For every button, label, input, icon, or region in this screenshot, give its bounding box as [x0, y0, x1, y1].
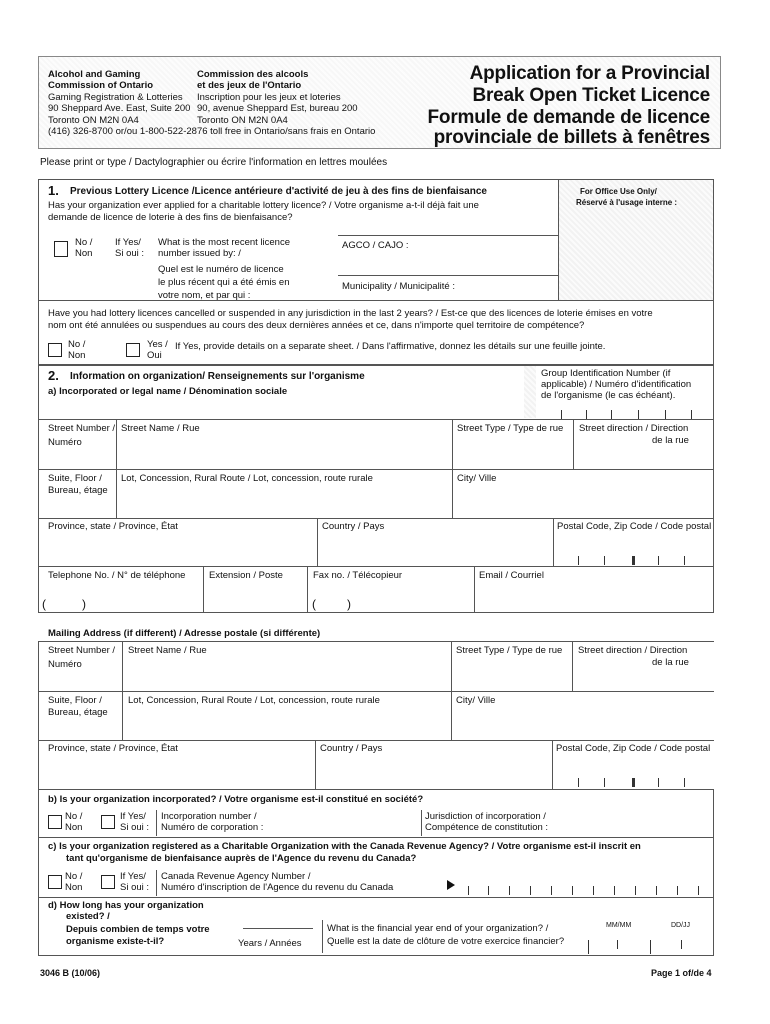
section1-number: 1. [48, 183, 59, 198]
agency-en-line5: Toronto ON M2N 0A4 [48, 115, 139, 126]
fiscal-year-q1: What is the financial year end of your organization? / [327, 923, 549, 934]
agco-label: AGCO / CAJO : [342, 240, 409, 251]
group-id-2: applicable) / Numéro d'identification [541, 379, 692, 390]
phone-paren-close: ) [82, 597, 86, 611]
sec2-v3 [573, 419, 574, 469]
email-label: Email / Courriel [479, 570, 544, 581]
mail-street-type: Street Type / Type de rue [456, 645, 563, 656]
charity-ifyes-1: If Yes/ [120, 871, 146, 882]
agency-fr-line5: Toronto ON M2N 0A4 [197, 115, 288, 126]
sec2-v5 [317, 518, 318, 566]
sec1-divider [38, 300, 714, 301]
mailing-box [38, 641, 714, 790]
agency-en-line4: 90 Sheppard Ave. East, Suite 200 [48, 103, 191, 114]
fax-paren-open: ( [312, 597, 316, 611]
form-title-fr-2: provinciale de billets à fenêtres [433, 127, 710, 148]
mail-v5 [315, 740, 316, 790]
mail-row3-top [38, 740, 714, 741]
prev-ifyes-1: If Yes/ [115, 237, 141, 248]
section1-question-2: demande de licence de loterie à des fins de bienfaisance? [48, 212, 293, 223]
charity-no-2: Non [65, 882, 83, 893]
agency-en-line1: Alcohol and Gaming [48, 69, 141, 80]
agency-fr-line4: 90, avenue Sheppard Est, bureau 200 [197, 103, 358, 114]
mail-street-name: Street Name / Rue [128, 645, 207, 656]
suite-label-2: Bureau, étage [48, 485, 108, 496]
form-number: 3046 B (10/06) [40, 968, 101, 978]
sec2-v6 [553, 518, 554, 566]
country-label: Country / Pays [322, 521, 385, 532]
sec2-v1 [116, 419, 117, 469]
instructions: Please print or type / Dactylographier ou écrire l'information en lettres moulées [40, 157, 388, 168]
incorporated-no-1: No / [65, 811, 83, 822]
street-dir-label-1: Street direction / Direction [579, 423, 689, 434]
municipality-licence-input[interactable] [464, 279, 556, 293]
agency-fr-line3: Inscription pour les jeux et loteries [197, 92, 341, 103]
extension-label: Extension / Poste [209, 570, 283, 581]
street-type-label: Street Type / Type de rue [457, 423, 564, 434]
mail-street-dir-2: de la rue [652, 657, 689, 668]
mail-lot: Lot, Concession, Rural Route / Lot, concession, route rurale [128, 695, 380, 706]
agency-fr-line1: Commission des alcools [197, 69, 309, 80]
charity-no-checkbox[interactable] [48, 875, 62, 889]
cancelled-no-checkbox[interactable] [48, 343, 62, 357]
prev-ifyes-2: Si oui : [115, 248, 145, 259]
suite-label-1: Suite, Floor / [48, 473, 102, 484]
municipality-line [338, 275, 558, 276]
agency-fr-line2: et des jeux de l'Ontario [197, 80, 302, 91]
recent-4: le plus récent qui a été émis en [158, 277, 290, 288]
mail-v4 [122, 691, 123, 740]
cancelled-yes-2: Oui [147, 350, 162, 361]
incorporated-ifyes-1: If Yes/ [120, 811, 146, 822]
phone-paren-open: ( [42, 597, 46, 611]
mail-country: Country / Pays [320, 743, 383, 754]
jurisdiction-1: Jurisdiction of incorporation / [425, 811, 546, 822]
details-note: If Yes, provide details on a separate sheet. / Dans l'affirmative, donnez les détails sur une feuille jointe. [175, 341, 606, 352]
mail-v3 [572, 641, 573, 691]
form-title-fr-1: Formule de demande de licence [427, 107, 710, 128]
sec2-v7 [203, 566, 204, 613]
mail-postal-ticks[interactable] [570, 778, 710, 787]
corp-number-1: Incorporation number / [161, 811, 257, 822]
group-id-ticks[interactable] [541, 410, 711, 419]
cancelled-yes-1: Yes / [147, 339, 168, 350]
fiscal-year-ticks[interactable] [586, 940, 706, 954]
cra-sep [156, 870, 157, 896]
cra-number-1: Canada Revenue Agency Number / [161, 871, 311, 882]
postal-label: Postal Code, Zip Code / Code postal [557, 521, 712, 532]
charity-question-1: c) Is your organization registered as a Charitable Organization with the Canada Revenue Agency? / Votre organisme est-il inscrit en [48, 841, 641, 852]
mail-suite-1: Suite, Floor / [48, 695, 102, 706]
province-label: Province, state / Province, État [48, 521, 178, 532]
existed-q4: organisme existe-t-il? [66, 936, 165, 947]
sec2-v4 [116, 469, 117, 518]
mail-row2-top [38, 691, 714, 692]
agco-licence-input[interactable] [416, 238, 556, 252]
existed-q1: d) How long has your organization [48, 900, 204, 911]
cancelled-no-1: No / [68, 339, 86, 350]
years-label: Years / Années [238, 938, 302, 949]
cancelled-question-2: nom ont été annulées ou suspendues au cours des deux dernières années et ce, dans n'importe quel territoire de compétence? [48, 320, 585, 331]
mail-street-dir-1: Street direction / Direction [578, 645, 688, 656]
sec2-row2-top [38, 469, 714, 470]
incorporated-question: b) Is your organization incorporated? / Votre organisme est-il constitué en société? [48, 794, 424, 805]
fax-label: Fax no. / Télécopieur [313, 570, 403, 581]
mail-postal: Postal Code, Zip Code / Code postal [556, 743, 711, 754]
years-line [243, 928, 313, 929]
incorporated-no-checkbox[interactable] [48, 815, 62, 829]
agco-line [338, 235, 558, 236]
office-divider [558, 180, 559, 300]
cra-arrow-icon [447, 880, 455, 890]
prev-licence-no-checkbox[interactable] [54, 241, 68, 257]
page-number: Page 1 of/de 4 [651, 968, 712, 978]
street-number-label-1: Street Number / [48, 423, 116, 434]
mail-suite-2: Bureau, étage [48, 707, 108, 718]
sec2-v8 [307, 566, 308, 613]
mail-city: City/ Ville [456, 695, 496, 706]
agency-en-line2: Commission of Ontario [48, 80, 154, 91]
legal-name-label: a) Incorporated or legal name / Dénomination sociale [48, 386, 288, 397]
mail-province: Province, state / Province, État [48, 743, 178, 754]
juris-sep [421, 810, 422, 836]
group-id-stipple [524, 366, 536, 418]
prev-no-label-1: No / [75, 237, 93, 248]
fax-paren-close: ) [347, 597, 351, 611]
sec2-row4-top [38, 566, 714, 567]
charity-question-2: tant qu'organisme de bienfaisance auprès de l'Agence du revenu du Canada? [66, 853, 417, 864]
mail-v1 [122, 641, 123, 691]
incorporated-ifyes-2: Si oui : [120, 822, 150, 833]
corp-number-2: Numéro de corporation : [161, 822, 264, 833]
existed-q2: existed? / [66, 911, 110, 922]
lot-label: Lot, Concession, Rural Route / Lot, concession, route rurale [121, 473, 373, 484]
postal-code-ticks[interactable] [570, 556, 710, 565]
recent-2: number issued by: / [158, 248, 241, 259]
municipality-label: Municipality / Municipalité : [342, 281, 455, 292]
group-id-3: de l'organisme (le cas échéant). [541, 390, 676, 401]
incorporated-no-2: Non [65, 822, 83, 833]
charity-ifyes-2: Si oui : [120, 882, 150, 893]
incorporated-yes-checkbox[interactable] [101, 815, 115, 829]
legal-name-input[interactable] [48, 400, 518, 416]
telephone-label: Telephone No. / N° de téléphone [48, 570, 186, 581]
office-use-2: Réservé à l'usage interne : [576, 198, 678, 207]
group-id-1: Group Identification Number (if [541, 368, 671, 379]
mail-street-number-1: Street Number / [48, 645, 116, 656]
sec2-v9 [474, 566, 475, 613]
form-title-en-1: Application for a Provincial [469, 63, 710, 84]
section2-heading: Information on organization/ Renseignements sur l'organisme [70, 371, 365, 382]
recent-5: votre nom, et par qui : [158, 290, 251, 301]
sec2-row3-top [38, 518, 714, 519]
years-input[interactable] [243, 914, 313, 928]
recent-3: Quel est le numéro de licence [158, 264, 284, 275]
section1-heading: Previous Lottery Licence /Licence antérieure d'activité de jeu à des fins de bienfaisance [70, 186, 487, 197]
cancelled-yes-checkbox[interactable] [126, 343, 140, 357]
existed-q3: Depuis combien de temps votre [66, 924, 210, 935]
corp-sep [156, 810, 157, 836]
mail-street-number-2: Numéro [48, 659, 82, 670]
section1-question: Has your organization ever applied for a charitable lottery licence? / Votre organisme a-t-il déjà fait une [48, 200, 479, 211]
phone-line: (416) 326-8700 or/ou 1-800-522-2876 toll free in Ontario/sans frais en Ontario [48, 126, 376, 137]
month-label: MM/MM [606, 922, 632, 929]
charity-no-1: No / [65, 871, 83, 882]
day-label: DD/JJ [671, 922, 691, 929]
office-use-1: For Office Use Only/ [580, 187, 657, 196]
mailing-heading: Mailing Address (if different) / Adresse postale (si différente) [48, 628, 321, 639]
street-dir-label-2: de la rue [652, 435, 689, 446]
mail-v6 [552, 740, 553, 790]
agency-en-line3: Gaming Registration & Lotteries [48, 92, 183, 103]
cra-number-2: Numéro d'inscription de l'Agence du revenu du Canada [161, 882, 394, 893]
fiscal-year-q2: Quelle est la date de clôture de votre exercice financier? [327, 936, 565, 947]
street-number-label-2: Numéro [48, 437, 82, 448]
sec-d-top [38, 897, 714, 898]
sec2-row1-top [38, 419, 714, 420]
prev-no-label-2: Non [75, 248, 93, 259]
sec-c-top [38, 837, 714, 838]
charity-yes-checkbox[interactable] [101, 875, 115, 889]
recent-1: What is the most recent licence [158, 237, 290, 248]
form-title-en-2: Break Open Ticket Licence [472, 85, 710, 106]
cra-number-ticks[interactable] [462, 886, 712, 895]
cancelled-question-1: Have you had lottery licences cancelled or suspended in any jurisdiction in the last 2 years? / Est-ce que des licences de loterie émises en votre [48, 308, 653, 319]
section2-number: 2. [48, 368, 59, 383]
street-name-label: Street Name / Rue [121, 423, 200, 434]
jurisdiction-2: Compétence de constitution : [425, 822, 549, 833]
fy-sep [322, 920, 323, 953]
cancelled-no-2: Non [68, 350, 86, 361]
city-label: City/ Ville [457, 473, 497, 484]
